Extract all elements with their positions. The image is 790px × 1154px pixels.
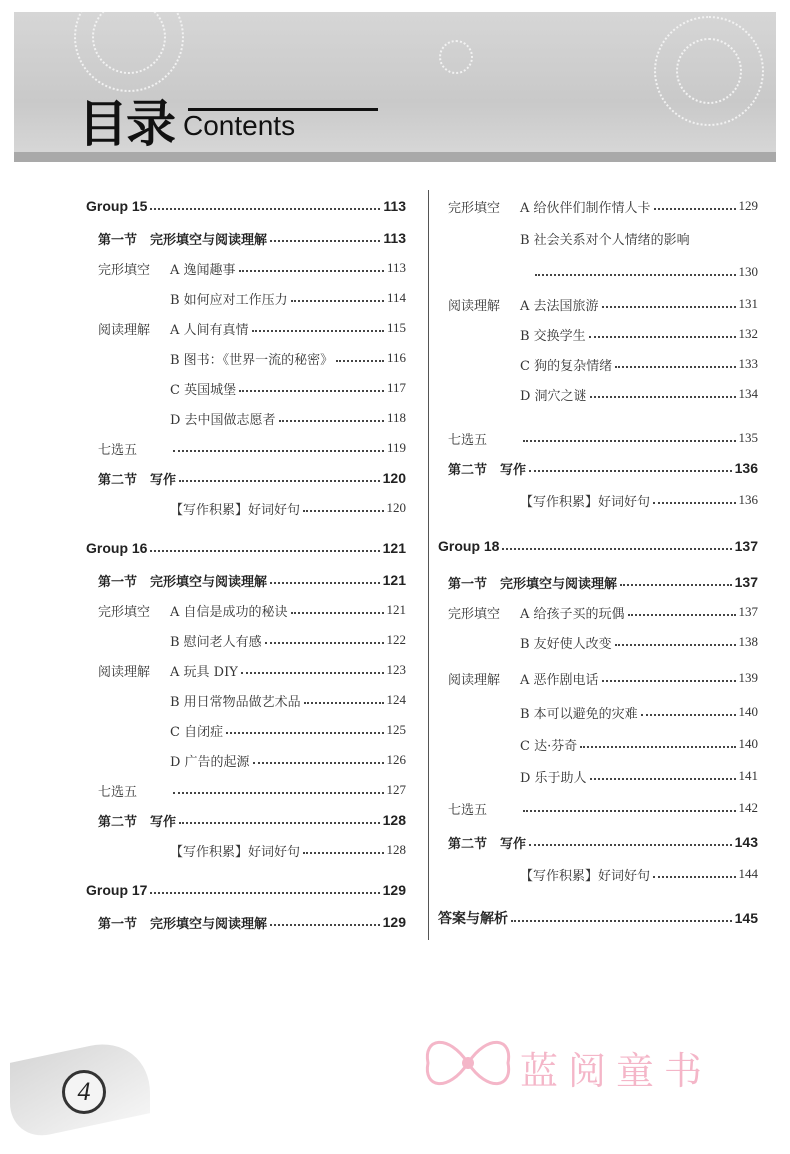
toc-entry-label (448, 669, 599, 688)
toc-entry-row[interactable] (98, 779, 406, 801)
toc-title: A 恶作剧电话 (520, 672, 599, 688)
toc-entry-row[interactable] (98, 719, 406, 741)
leader-dots (615, 366, 735, 368)
toc-entry-label (448, 355, 612, 374)
toc-page-number: 137 (738, 604, 758, 619)
toc-page-number: 140 (738, 736, 758, 751)
toc-page-number: 121 (386, 602, 406, 617)
leader-dots (253, 762, 384, 764)
toc-group-row[interactable] (86, 879, 406, 901)
toc-entry-label (448, 295, 599, 314)
toc-title: C 狗的复杂情绪 (520, 358, 613, 374)
toc-page-number: 129 (738, 198, 758, 213)
toc-entry-row[interactable] (448, 489, 758, 511)
leader-dots (303, 852, 383, 854)
toc-entry-label (98, 601, 288, 620)
leader-dots (535, 274, 736, 276)
toc-entry-label (98, 289, 288, 308)
toc-entry-label: 第一节 完形填空与阅读理解 (98, 232, 268, 248)
toc-entry-label (98, 379, 236, 398)
toc-entry-label (98, 409, 276, 428)
toc-entry-label (98, 631, 262, 650)
toc-page-number: 121 (382, 540, 406, 556)
toc-page-number: 137 (734, 538, 758, 554)
toc-page-number: 125 (386, 722, 406, 737)
page-number: 4 (62, 1070, 106, 1114)
title-english: Contents (183, 110, 296, 141)
toc-section-row[interactable] (98, 911, 406, 933)
dotted-circle-decoration (676, 38, 742, 104)
toc-entry-label (448, 265, 532, 280)
toc-category: 七选五 (448, 432, 488, 448)
toc-entry-label (448, 767, 587, 786)
toc-category: 七选五 (98, 784, 138, 800)
leader-dots (523, 440, 736, 442)
toc-entry-row[interactable] (448, 631, 758, 653)
toc-title: B 如何应对工作压力 (170, 292, 288, 308)
toc-page-number: 139 (738, 670, 758, 685)
toc-entry-row[interactable] (448, 733, 758, 755)
toc-page-number: 113 (383, 230, 406, 246)
toc-category: 阅读理解 (98, 322, 151, 338)
leader-dots (654, 208, 736, 210)
toc-entry-label: Group 15 (86, 198, 148, 214)
toc-category: 阅读理解 (98, 664, 151, 680)
dotted-circle-decoration (439, 40, 473, 74)
toc-entry-label (448, 633, 612, 652)
toc-entry-row[interactable] (448, 353, 758, 375)
leader-dots (270, 924, 380, 926)
toc-entry-row[interactable] (98, 659, 406, 681)
toc-section-row[interactable] (98, 809, 406, 831)
toc-title: B 本可以避免的灾难 (520, 706, 638, 722)
toc-page-number: 119 (386, 440, 406, 455)
toc-category: 完形填空 (448, 200, 501, 216)
toc-page-number: 126 (386, 752, 406, 767)
watermark: 蓝阅童书 (520, 1049, 713, 1093)
toc-section-row[interactable] (98, 227, 406, 249)
toc-page-number: 114 (386, 290, 406, 305)
leader-dots (150, 550, 379, 552)
toc-title: B 交换学生 (520, 328, 586, 344)
toc-page-number: 115 (386, 320, 406, 335)
toc-entry-label: 第一节 完形填空与阅读理解 (98, 916, 268, 932)
leader-dots (303, 510, 383, 512)
leader-dots (252, 330, 384, 332)
toc-title: D 去中国做志愿者 (170, 412, 276, 428)
toc-page-number: 143 (734, 834, 758, 850)
toc-page-number: 140 (738, 704, 758, 719)
toc-page-number: 118 (386, 410, 406, 425)
toc-title: 【写作积累】好词好句 (170, 502, 301, 518)
leader-dots (179, 480, 380, 482)
toc-title: B 用日常物品做艺术品 (170, 694, 301, 710)
leader-dots (270, 582, 380, 584)
leader-dots (226, 732, 383, 734)
toc-entry-row[interactable] (448, 427, 758, 449)
toc-entry-label (98, 841, 300, 860)
toc-entry-row[interactable] (448, 601, 758, 623)
toc-entry-label: 第一节 完形填空与阅读理解 (448, 576, 618, 592)
toc-page-number: 145 (734, 910, 758, 926)
toc-entry-row[interactable] (448, 797, 758, 819)
leader-dots (589, 336, 736, 338)
toc-group-row[interactable] (438, 907, 758, 929)
leader-dots (590, 396, 736, 398)
toc-section-row[interactable] (448, 571, 758, 593)
toc-entry-label (448, 429, 520, 448)
toc-entry-row[interactable] (98, 377, 406, 399)
toc-title: A 给孩子买的玩偶 (520, 606, 625, 622)
toc-page-number: 130 (738, 264, 758, 279)
toc-title: B 友好使人改变 (520, 636, 612, 652)
toc-entry-label (448, 703, 638, 722)
toc-entry-label: 第二节 写作 (448, 836, 527, 852)
toc-entry-row[interactable] (448, 383, 758, 405)
toc-entry-row[interactable] (448, 863, 758, 885)
toc-entry-row[interactable] (448, 701, 758, 723)
toc-title: 【写作积累】好词好句 (520, 868, 651, 884)
toc-entry-row[interactable] (98, 497, 406, 519)
toc-category: 七选五 (448, 802, 488, 818)
toc-page-number: 124 (386, 692, 406, 707)
toc-title: D 乐于助人 (520, 770, 587, 786)
toc-group-row[interactable] (438, 535, 758, 557)
toc-entry-label (448, 603, 625, 622)
toc-title: C 达·芬奇 (520, 738, 578, 754)
toc-entry-label (448, 799, 520, 818)
toc-page-number: 128 (382, 812, 406, 828)
toc-entry-label (448, 385, 587, 404)
toc-entry-label: Group 16 (86, 540, 148, 556)
toc-title: C 英国城堡 (170, 382, 237, 398)
toc-entry-label (448, 197, 651, 216)
toc-entry-row[interactable] (98, 257, 406, 279)
toc-page-number: 135 (738, 430, 758, 445)
toc-title: B 社会关系对个人情绪的影响 (520, 232, 690, 248)
toc-section-row[interactable] (448, 831, 758, 853)
leader-dots (279, 420, 384, 422)
leader-dots (529, 470, 732, 472)
toc-page-number: 138 (738, 634, 758, 649)
toc-page-number: 121 (382, 572, 406, 588)
toc-entry-row[interactable] (448, 323, 758, 345)
leader-dots (653, 876, 735, 878)
toc-title: A 玩具 DIY (170, 664, 238, 680)
leader-dots (179, 822, 380, 824)
leader-dots (641, 714, 736, 716)
title-chinese: 目录 (78, 95, 174, 153)
toc-title: A 给伙伴们制作情人卡 (520, 200, 651, 216)
leader-dots (590, 778, 736, 780)
toc-section-row[interactable] (98, 569, 406, 591)
leader-dots (150, 892, 379, 894)
toc-page-number: 113 (383, 198, 406, 214)
toc-title: D 洞穴之谜 (520, 388, 587, 404)
toc-entry-label: 第二节 写作 (448, 462, 527, 478)
leader-dots (620, 584, 732, 586)
toc-entry-row[interactable] (448, 195, 758, 217)
toc-entry-label (448, 229, 690, 248)
toc-page-number: 123 (386, 662, 406, 677)
toc-entry-row[interactable] (98, 407, 406, 429)
toc-page-number: 134 (738, 386, 758, 401)
toc-entry-row[interactable] (98, 599, 406, 621)
toc-entry-label (98, 349, 333, 368)
toc-category: 完形填空 (98, 604, 151, 620)
toc-entry-label: Group 17 (86, 882, 148, 898)
leader-dots (502, 548, 731, 550)
leader-dots (602, 306, 736, 308)
toc-page-number: 137 (734, 574, 758, 590)
toc-group-row[interactable] (86, 537, 406, 559)
toc-entry-label (98, 661, 238, 680)
toc-page-number: 132 (738, 326, 758, 341)
toc-page-number: 142 (738, 800, 758, 815)
leader-dots (529, 844, 732, 846)
toc-page-number: 120 (382, 470, 406, 486)
leader-dots (523, 810, 736, 812)
toc-entry-label (98, 751, 250, 770)
leader-dots (304, 702, 384, 704)
toc-entry-label (448, 865, 650, 884)
toc-page-number: 122 (386, 632, 406, 647)
toc-page-number: 116 (386, 350, 406, 365)
toc-entry-row[interactable] (448, 667, 758, 689)
leader-dots (239, 390, 384, 392)
leader-dots (173, 450, 384, 452)
toc-entry-row[interactable] (448, 765, 758, 787)
leader-dots (270, 240, 380, 242)
toc-entry-label: 第二节 写作 (98, 472, 177, 488)
leader-dots (173, 792, 384, 794)
toc-entry-row[interactable] (98, 839, 406, 861)
toc-entry-label (98, 319, 249, 338)
leader-dots (241, 672, 384, 674)
toc-entry-label: 第一节 完形填空与阅读理解 (98, 574, 268, 590)
toc-section-row[interactable] (448, 457, 758, 479)
toc-title: D 广告的起源 (170, 754, 250, 770)
toc-entry-label (98, 499, 300, 518)
leader-dots (336, 360, 384, 362)
toc-category: 阅读理解 (448, 298, 501, 314)
leader-dots (239, 270, 384, 272)
toc-page-number: 129 (382, 882, 406, 898)
toc-entry-row[interactable] (448, 227, 758, 249)
toc-entry-label (98, 721, 223, 740)
toc-title: 【写作积累】好词好句 (520, 494, 651, 510)
toc-title: B 图书：《世界一流的秘密》 (170, 352, 334, 368)
leader-dots (150, 208, 380, 210)
toc-entry-label (98, 781, 170, 800)
toc-entry-label: 答案与解析 (438, 910, 508, 926)
bow-icon (418, 1028, 518, 1098)
toc-entry-row[interactable] (98, 317, 406, 339)
toc-page-number: 129 (382, 914, 406, 930)
toc-page-number: 127 (386, 782, 406, 797)
toc-page-number: 144 (738, 866, 758, 881)
toc-title: B 慰问老人有感 (170, 634, 262, 650)
column-divider (428, 190, 429, 940)
toc-title: A 去法国旅游 (520, 298, 599, 314)
toc-category: 阅读理解 (448, 672, 501, 688)
toc-category: 七选五 (98, 442, 138, 458)
leader-dots (653, 502, 735, 504)
leader-dots (602, 680, 736, 682)
toc-entry-row[interactable] (98, 629, 406, 651)
toc-category: 完形填空 (98, 262, 151, 278)
toc-page-number: 113 (386, 260, 406, 275)
toc-title: C 自闭症 (170, 724, 224, 740)
toc-page-number: 131 (738, 296, 758, 311)
toc-entry-row[interactable] (448, 293, 758, 315)
toc-entry-row[interactable] (448, 261, 758, 283)
leader-dots (291, 300, 384, 302)
toc-page-number: 120 (386, 500, 406, 515)
leader-dots (628, 614, 736, 616)
toc-title: 【写作积累】好词好句 (170, 844, 301, 860)
toc-entry-label (448, 491, 650, 510)
toc-page-number: 117 (386, 380, 406, 395)
toc-entry-label (448, 735, 577, 754)
leader-dots (291, 612, 384, 614)
toc-entry-label: 第二节 写作 (98, 814, 177, 830)
toc-entry-label (448, 325, 586, 344)
toc-section-row[interactable] (98, 467, 406, 489)
leader-dots (615, 644, 736, 646)
toc-title: A 人间有真情 (170, 322, 249, 338)
toc-category: 完形填空 (448, 606, 501, 622)
toc-page-number: 133 (738, 356, 758, 371)
toc-title: A 自信是成功的秘诀 (170, 604, 288, 620)
toc-entry-row[interactable] (98, 287, 406, 309)
leader-dots (511, 920, 732, 922)
toc-entry-row[interactable] (98, 437, 406, 459)
leader-dots (265, 642, 384, 644)
toc-group-row[interactable] (86, 195, 406, 217)
toc-page-number: 136 (734, 460, 758, 476)
toc-entry-row[interactable] (98, 689, 406, 711)
toc-entry-label: Group 18 (438, 538, 500, 554)
toc-entry-label (98, 439, 170, 458)
toc-entry-row[interactable] (98, 749, 406, 771)
leader-dots (580, 746, 735, 748)
toc-page-number: 141 (738, 768, 758, 783)
toc-entry-label (98, 691, 301, 710)
toc-page-number: 136 (738, 492, 758, 507)
toc-entry-row[interactable] (98, 347, 406, 369)
toc-page-number: 128 (386, 842, 406, 857)
toc-entry-label (98, 259, 236, 278)
toc-title: A 逸闻趣事 (170, 262, 236, 278)
